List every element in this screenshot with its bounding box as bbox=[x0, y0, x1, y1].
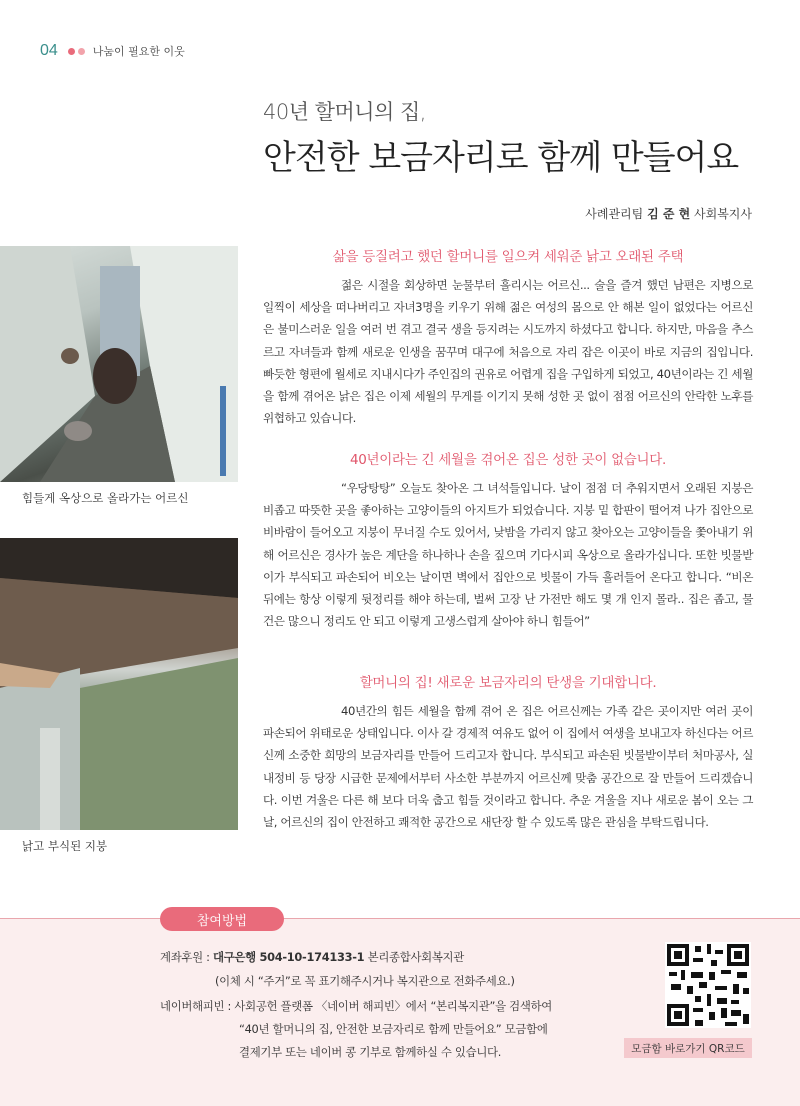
page-header bbox=[40, 42, 185, 60]
article-title-line2: 안전한 보금자리로 함께 만들어요 bbox=[263, 138, 739, 178]
naver-line-2: “40년 할머니의 집, 안전한 보금자리로 함께 만들어요” 모금함에 bbox=[239, 1022, 548, 1036]
qr-code[interactable] bbox=[665, 942, 751, 1028]
header-dot-2 bbox=[78, 48, 85, 55]
header-dot-1 bbox=[68, 48, 75, 55]
naver-line-3: 결제기부 또는 네이버 콩 기부로 함께하실 수 있습니다. bbox=[239, 1045, 502, 1059]
account-number: 대구은행 504-10-174133-1 bbox=[213, 950, 365, 964]
section-body-2: “우당탕탕” 오늘도 찾아온 그 녀석들입니다. 날이 점점 더 추워지면서 오래된 지붕은 비좁고 따뜻한 곳을 좋아하는 고양이들의 아지트가 되었습니다. 지붕 밑 합판이 떨어져 나가 집안으로 비바람이 들어오고 지붕이 무너질 수도 있어서, 낮밤을 가리지 않고 찾아오는 고양이들을 쫓아내기 위해 어르신은 경사가 높은 계단을 하나하나 손을 짚으며 기다시피 옥상으로 올라가십니다. 또한 빗물받이가 부식되고 파손되어 비오는 날이면 벽에서 집안으로 빗물이 가득 흘러들어 온다고 합니다. “비온 뒤에는 항상 이렇게 뒷정리를 해야 하는데, 벌써 고장 난 가전만 해도 몇 개 인지 몰라.. 집은 좁고, 물건은 많으니 정리도 안 되고 이렇게 고생스럽게 살아야 하니 힘들어” bbox=[263, 481, 753, 629]
section-heading-2: 40년이라는 긴 세월을 겪어온 집은 성한 곳이 없습니다. bbox=[349, 452, 667, 468]
section-heading-1: 삶을 등질려고 했던 할머니를 일으켜 세워준 낡고 오래된 주택 bbox=[332, 249, 684, 265]
section-title: 나눔이 필요한 이웃 bbox=[92, 45, 185, 58]
photo-caption-stairs: 힘들게 옥상으로 올라가는 어르신 bbox=[22, 491, 189, 505]
page-number: 04 bbox=[40, 42, 58, 59]
article-section-1 bbox=[263, 245, 753, 429]
account-row bbox=[160, 949, 464, 965]
account-label: 계좌후원 : bbox=[160, 950, 210, 964]
author-team: 사례관리팀 bbox=[585, 207, 644, 221]
article-section-3 bbox=[263, 671, 753, 833]
header-dots bbox=[68, 48, 85, 55]
article-title-line1: 40년 할머니의 집, bbox=[263, 100, 426, 124]
author-name: 김 준 현 bbox=[647, 207, 691, 221]
photo-roof bbox=[0, 538, 238, 830]
account-note: (이체 시 “주거”로 꼭 표기해주시거나 복지관으로 전화주세요.) bbox=[215, 974, 515, 988]
participation-label: 참여방법 bbox=[160, 907, 284, 931]
photo-stairs bbox=[0, 246, 238, 482]
photo-caption-roof: 낡고 부식된 지붕 bbox=[22, 839, 108, 853]
qr-caption: 모금함 바로가기 QR코드 bbox=[624, 1038, 752, 1058]
article-section-2 bbox=[263, 448, 753, 632]
author-role: 사회복지사 bbox=[694, 207, 752, 221]
section-body-1: 젊은 시절을 회상하면 눈물부터 흘리시는 어르신... 술을 즐겨 했던 남편은 지병으로 일찍이 세상을 떠나버리고 자녀3명을 키우기 위해 젊은 여성의 몸으로 안 해본 일이 없었다는 어르신은 불미스러운 일을 여러 번 겪고 결국 생을 등지려는 시도까지 하셨다고 합니다. 하지만, 마음을 추스르고 자녀들과 함께 새로운 인생을 꿈꾸며 대구에 처음으로 자리 잡은 이곳이 바로 지금의 집입니다. 빠듯한 형편에 월세로 지내시다가 주인집의 권유로 어렵게 집을 구입하게 되었고, 40년이라는 긴 세월을 함께 겪어온 낡은 집은 이제 세월의 무게를 이기지 못해 성한 곳 없이 점점 어르신의 안락한 노후를 위협하고 있습니다. bbox=[263, 278, 753, 426]
naver-row bbox=[160, 998, 552, 1014]
naver-label: 네이버해피빈 : bbox=[160, 999, 232, 1013]
section-heading-3: 할머니의 집! 새로운 보금자리의 탄생을 기대합니다. bbox=[359, 675, 657, 691]
account-holder: 본리종합사회복지관 bbox=[367, 950, 464, 964]
author-byline bbox=[585, 205, 752, 222]
naver-line-1: 사회공헌 플랫폼 〈네이버 해피빈〉에서 “본리복지관”을 검색하여 bbox=[234, 999, 552, 1013]
section-body-3: 40년간의 힘든 세월을 함께 겪어 온 집은 어르신께는 가족 같은 곳이지만 여러 곳이 파손되어 위태로운 상태입니다. 이사 갈 경제적 여유도 없어 이 집에서 여생을 보내고자 하신다는 어르신께 소중한 희망의 보금자리를 만들어 드리고자 합니다. 부식되고 파손된 빗물받이부터 처마공사, 실내정비 등 당장 시급한 문제에서부터 사소한 부분까지 어르신께 맞춤 공간으로 잘 만들어 드리겠습니다. 이번 겨울은 다른 해 보다 더욱 춥고 힘들 것이라고 합니다. 추운 겨울을 지나 새로운 봄이 오는 그 날, 어르신의 집이 안전하고 쾌적한 공간으로 새단장 할 수 있도록 많은 관심을 부탁드립니다. bbox=[263, 704, 753, 830]
